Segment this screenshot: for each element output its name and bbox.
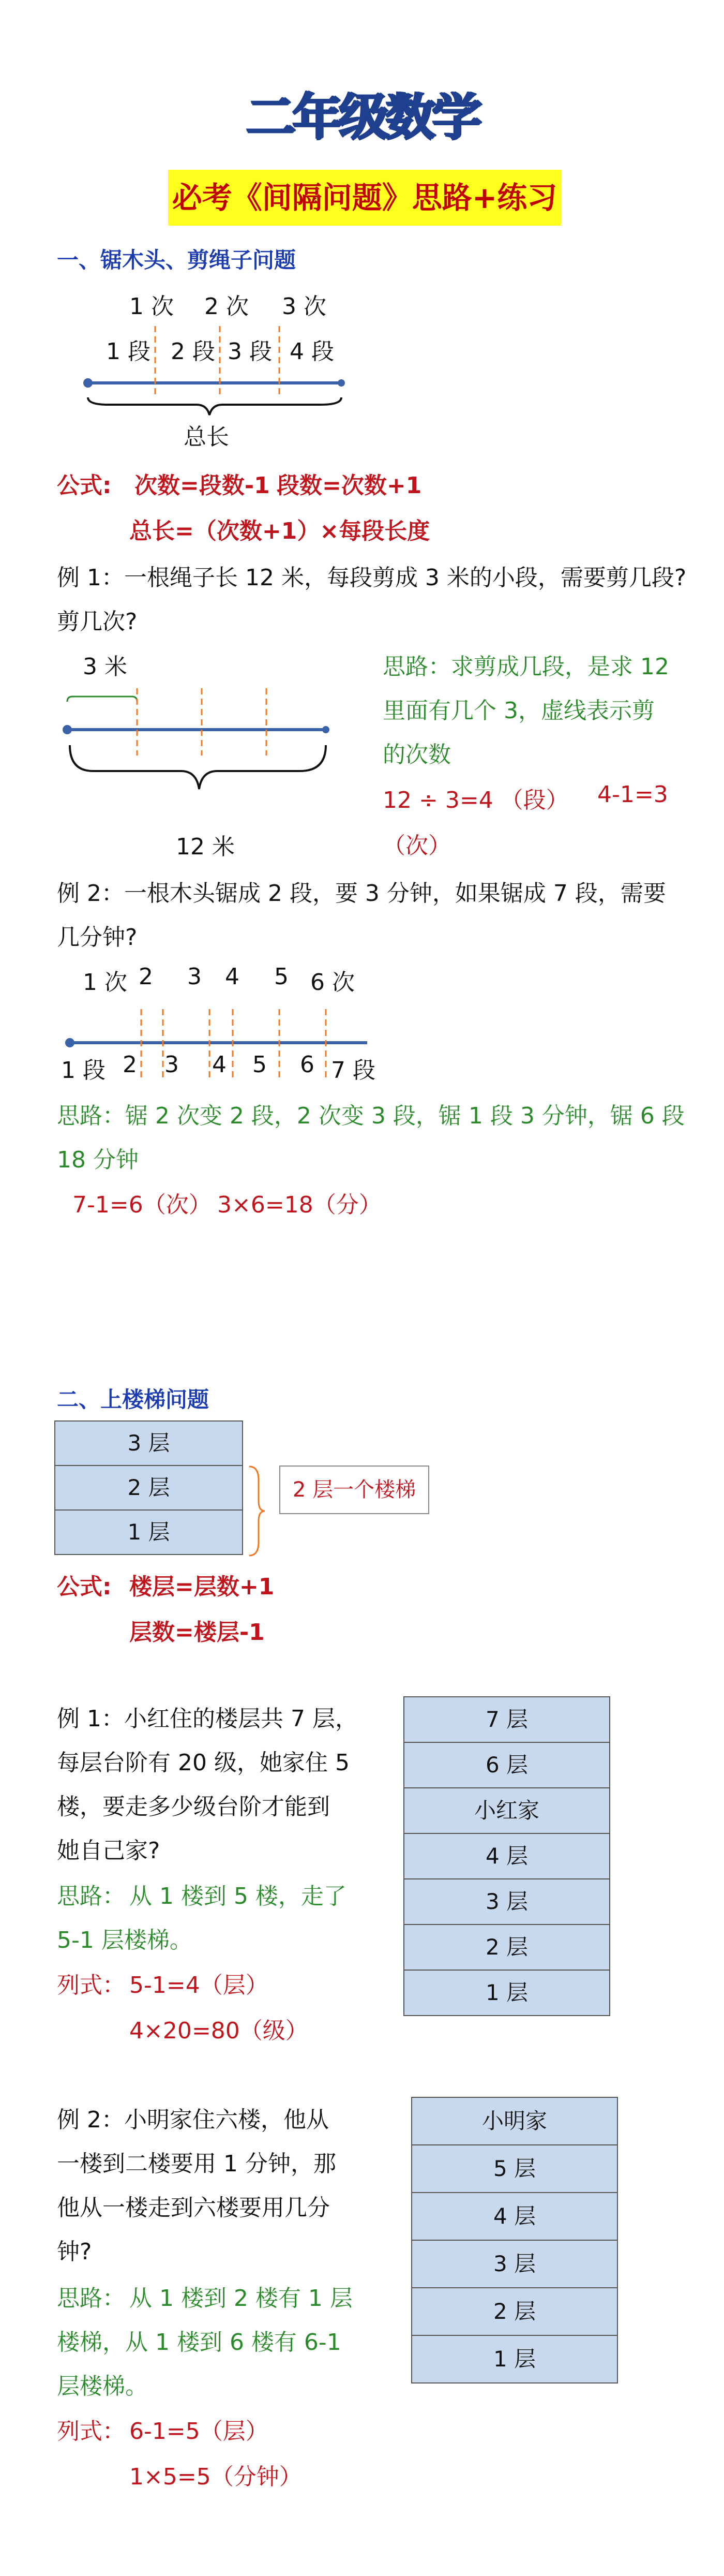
calc-text: 12 ÷ 3=4 （段） bbox=[383, 787, 569, 813]
hint-text: 的次数 bbox=[383, 742, 451, 768]
floor-box-home: 小明家 bbox=[411, 2097, 618, 2145]
hint-text: 里面有几个 3，虚线表示剪 bbox=[383, 698, 655, 724]
floor-box: 3 层 bbox=[54, 1420, 243, 1466]
example-2-text: 他从一楼走到六楼要用几分 bbox=[57, 2195, 330, 2221]
example-1-text: 例 1：小红住的楼层共 7 层， bbox=[57, 1706, 358, 1732]
formula-2: 层数=楼层-1 bbox=[129, 1619, 265, 1646]
example-1-text: 每层台阶有 20 级，她家住 5 bbox=[57, 1750, 350, 1776]
hint-text: 5-1 层楼梯。 bbox=[57, 1927, 192, 1953]
floor-box-home: 小红家 bbox=[403, 1787, 610, 1834]
segment-label: 4 bbox=[212, 1052, 227, 1078]
segment-length-label: 3 米 bbox=[83, 654, 127, 680]
floor-box: 7 层 bbox=[403, 1696, 610, 1743]
endpoint-dot bbox=[322, 726, 329, 733]
section-heading-2: 二、上楼梯问题 bbox=[57, 1387, 209, 1412]
cut-label: 6 次 bbox=[310, 969, 355, 996]
floor-box: 1 层 bbox=[54, 1509, 243, 1555]
endpoint-dot bbox=[65, 1038, 74, 1047]
cut-label: 2 次 bbox=[204, 293, 249, 320]
segment-label: 1 段 bbox=[61, 1057, 105, 1084]
saw-diagram-1 bbox=[78, 326, 357, 419]
cut-label: 2 bbox=[139, 964, 153, 990]
endpoint-dot bbox=[83, 378, 93, 388]
example-1-text: 楼，要走多少级台阶才能到 bbox=[57, 1794, 330, 1820]
calc-text: 5-1=4（层） bbox=[129, 1972, 268, 1998]
segment-label: 5 bbox=[252, 1052, 267, 1078]
total-label: 总长 bbox=[184, 424, 229, 450]
total-length-label: 12 米 bbox=[176, 834, 235, 860]
floor-box: 3 层 bbox=[411, 2240, 618, 2288]
example-2-text: 几分钟? bbox=[57, 924, 138, 951]
segment-label: 4 段 bbox=[290, 338, 334, 365]
calc-text: 3×6=18（分） bbox=[217, 1192, 382, 1218]
calc-label: 列式： bbox=[57, 2418, 125, 2445]
example-1-text: 剪几次? bbox=[57, 609, 138, 635]
formula-1: 次数=段数-1 bbox=[134, 472, 270, 499]
page-title: 二年级数学 bbox=[246, 88, 478, 146]
segment-label: 6 bbox=[300, 1052, 314, 1078]
formula-2: 段数=次数+1 bbox=[277, 472, 422, 499]
example-2-text: 例 2：一根木头锯成 2 段，要 3 分钟，如果锯成 7 段，需要 bbox=[57, 880, 666, 907]
example-2-text: 钟? bbox=[57, 2239, 92, 2265]
floor-box: 2 层 bbox=[403, 1924, 610, 1971]
floor-box: 5 层 bbox=[411, 2144, 618, 2193]
total-brace bbox=[88, 397, 341, 415]
segment-brace bbox=[67, 697, 137, 702]
endpoint-dot bbox=[338, 379, 345, 387]
cut-label: 1 次 bbox=[83, 969, 127, 996]
segment-label: 1 段 bbox=[106, 338, 150, 365]
cut-label: 4 bbox=[225, 964, 239, 990]
hint-text: 18 分钟 bbox=[57, 1147, 139, 1173]
total-brace bbox=[70, 745, 326, 789]
hint-text: 从 1 楼到 2 楼有 1 层 bbox=[129, 2285, 353, 2312]
floor-box: 3 层 bbox=[403, 1878, 610, 1925]
cut-label: 3 次 bbox=[282, 293, 326, 320]
floor-box: 2 层 bbox=[54, 1465, 243, 1511]
cut-label: 1 次 bbox=[129, 293, 174, 320]
cut-label: 3 bbox=[187, 964, 202, 990]
calc-text: 1×5=5（分钟） bbox=[129, 2464, 302, 2490]
hint-text: 思路：求剪成几段，是求 12 bbox=[383, 654, 669, 680]
calc-text: 7-1=6（次） bbox=[72, 1192, 212, 1218]
segment-label: 2 bbox=[123, 1052, 137, 1078]
formula-1: 楼层=层数+1 bbox=[129, 1574, 275, 1600]
example-2-text: 一楼到二楼要用 1 分钟，那 bbox=[57, 2151, 336, 2177]
topic-banner: 必考《间隔问题》思路+练习 bbox=[168, 170, 561, 226]
example-1-text: 例 1：一根绳子长 12 米，每段剪成 3 米的小段，需要剪几段? bbox=[57, 565, 687, 591]
hint-text: 层楼梯。 bbox=[57, 2373, 148, 2400]
floor-box: 4 层 bbox=[411, 2192, 618, 2241]
calc-text: 6-1=5（层） bbox=[129, 2418, 268, 2445]
stair-bracket bbox=[247, 1464, 268, 1558]
formula-3: 总长=（次数+1）×每段长度 bbox=[129, 518, 430, 544]
rope-diagram bbox=[57, 678, 346, 812]
floor-box: 1 层 bbox=[411, 2335, 618, 2383]
section-heading-1: 一、锯木头、剪绳子问题 bbox=[57, 247, 296, 273]
calc-text: 4×20=80（级） bbox=[129, 2018, 308, 2044]
hint-label: 思路： bbox=[57, 1883, 125, 1909]
hint-text: 从 1 楼到 5 楼，走了 bbox=[129, 1883, 346, 1909]
floor-box: 6 层 bbox=[403, 1742, 610, 1788]
floor-box: 4 层 bbox=[403, 1833, 610, 1879]
stair-note: 2 层一个楼梯 bbox=[279, 1465, 429, 1514]
hint-text: 楼梯，从 1 楼到 6 楼有 6-1 bbox=[57, 2329, 341, 2356]
endpoint-dot bbox=[63, 725, 72, 734]
floor-box: 1 层 bbox=[403, 1970, 610, 2016]
calc-label: 列式： bbox=[57, 1972, 125, 1998]
formula-label: 公式: bbox=[57, 472, 112, 499]
hint-text: 思路：锯 2 次变 2 段，2 次变 3 段，锯 1 段 3 分钟，锯 6 段 bbox=[57, 1103, 685, 1129]
segment-label: 3 bbox=[164, 1052, 179, 1078]
cut-label: 5 bbox=[274, 964, 289, 990]
segment-label: 2 段 bbox=[171, 338, 215, 365]
formula-label: 公式: bbox=[57, 1574, 112, 1600]
calc-text: 4-1=3 bbox=[597, 781, 668, 808]
floor-box: 2 层 bbox=[411, 2287, 618, 2336]
segment-label: 3 段 bbox=[228, 338, 272, 365]
example-2-text: 例 2：小明家住六楼，他从 bbox=[57, 2107, 329, 2133]
calc-text: （次） bbox=[383, 833, 451, 859]
segment-label: 7 段 bbox=[331, 1057, 375, 1084]
example-1-text: 她自己家? bbox=[57, 1838, 160, 1864]
hint-label: 思路： bbox=[57, 2285, 125, 2312]
